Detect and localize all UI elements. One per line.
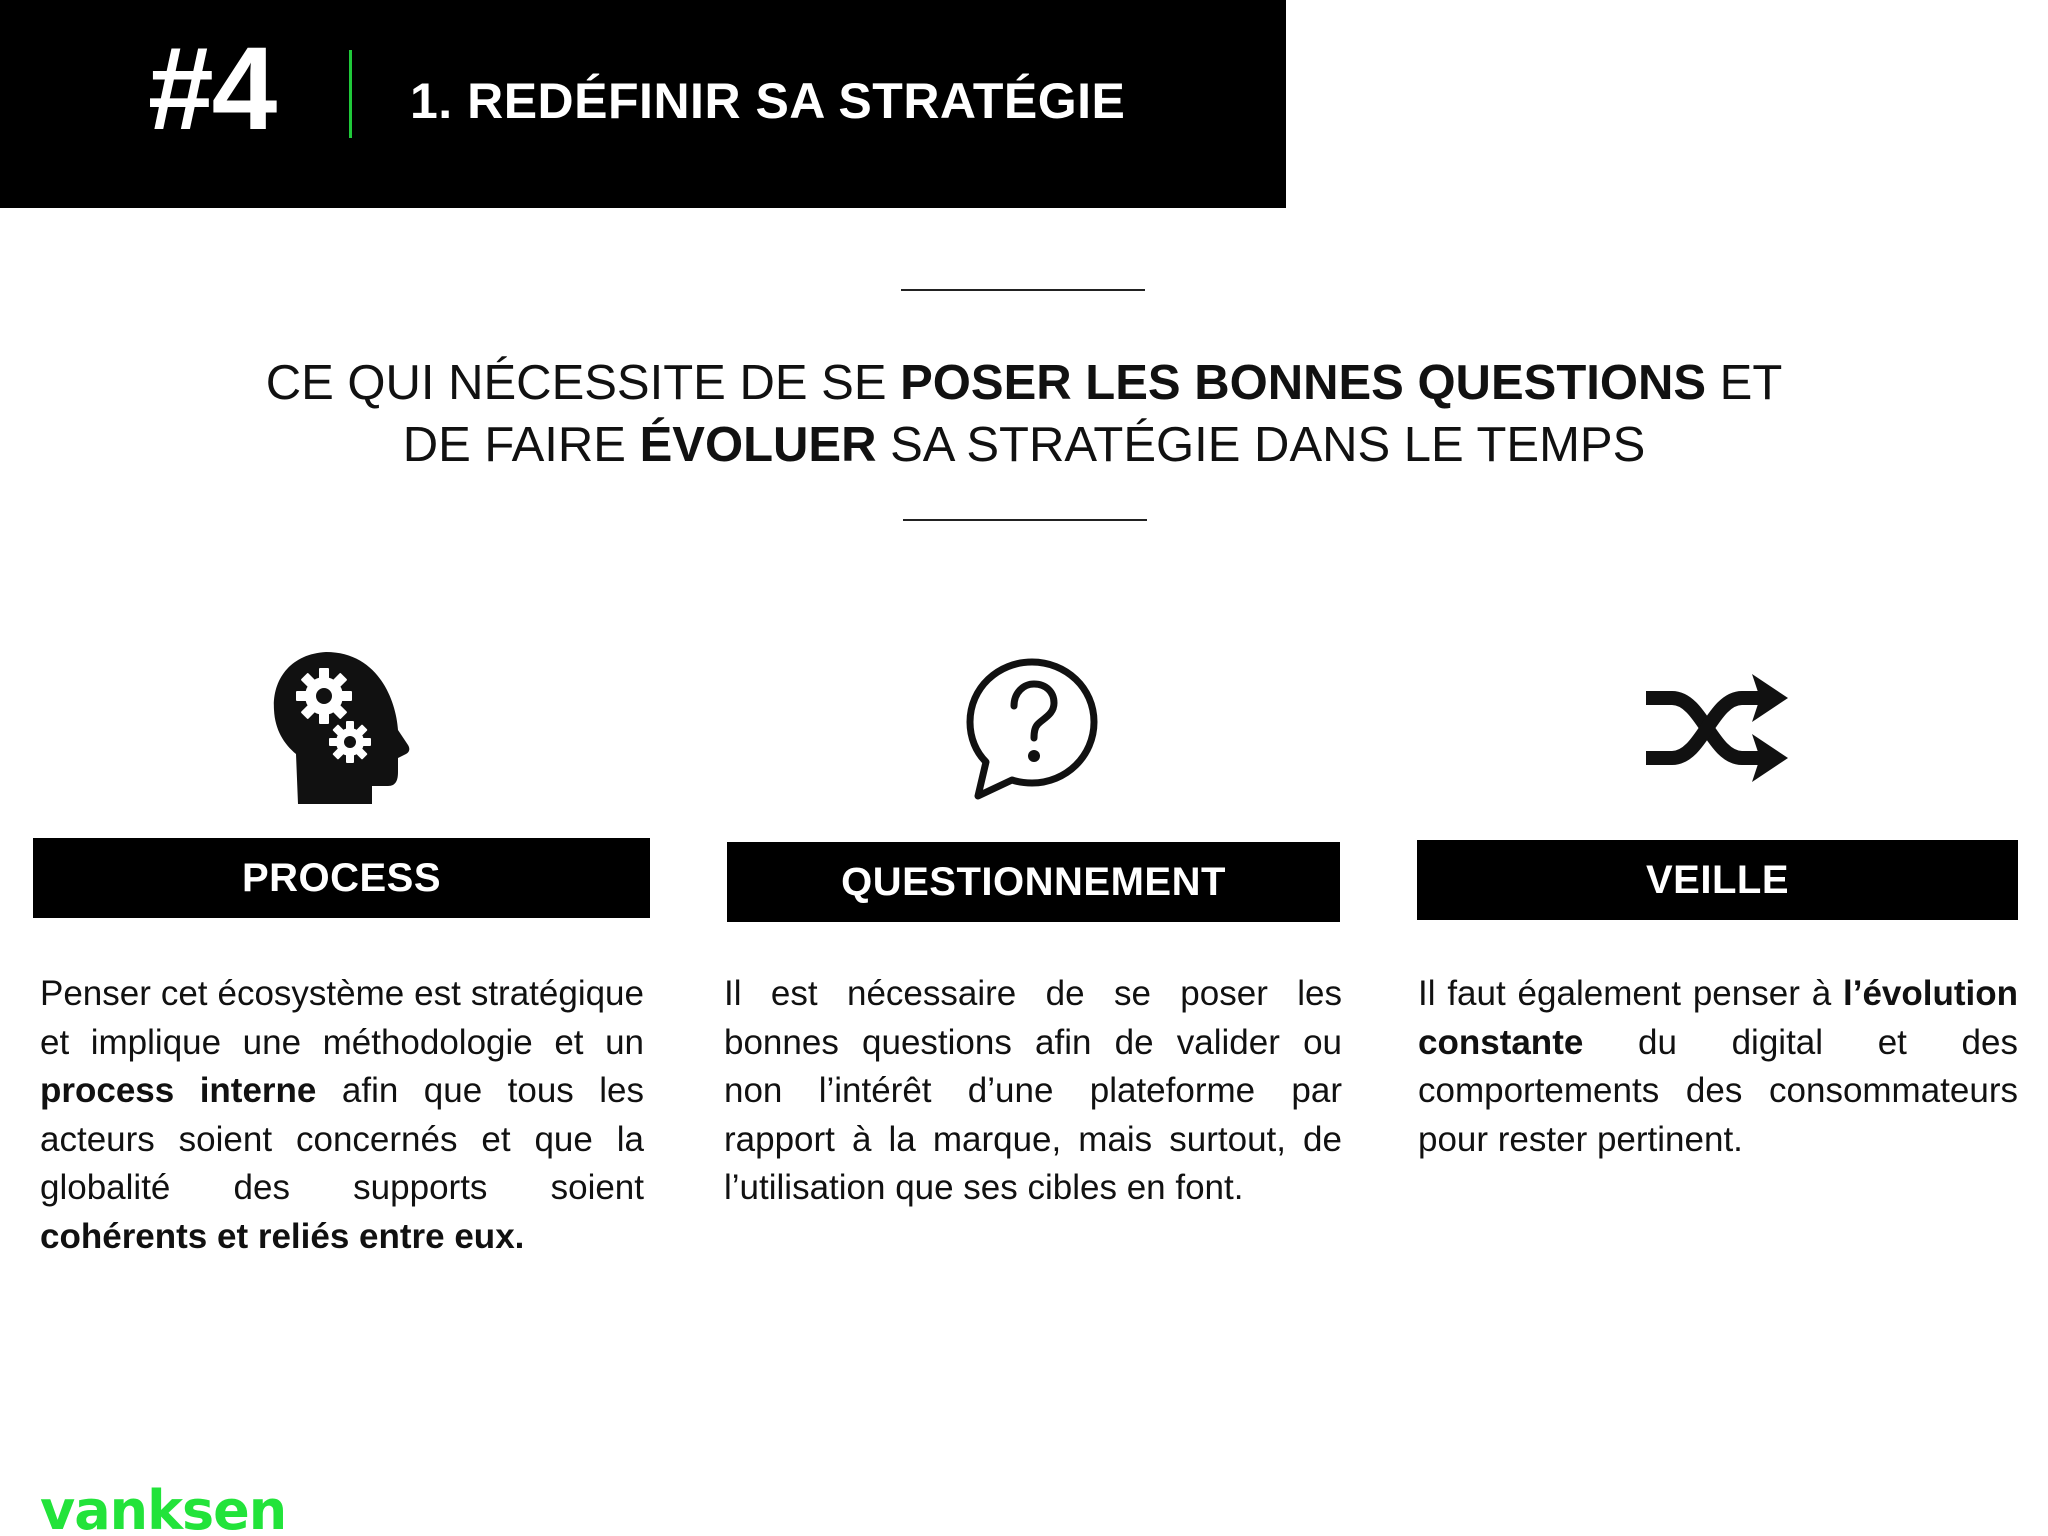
headline-rule-bottom (903, 519, 1147, 521)
text-process-part3: afin que tous les acteurs soient concernés et que la globalité des supports soient (40, 1071, 645, 1207)
text-questionnement (724, 970, 1342, 1213)
text-veille-part3: du digital et des comportements des consommateurs pour rester pertinent. (1418, 1022, 2018, 1159)
text-process (40, 970, 644, 1261)
shuffle-icon (1642, 668, 1790, 793)
headline-line2-emphasis: ÉVOLUER (639, 418, 877, 472)
headline-line1-part3: ET (1706, 356, 1783, 410)
headline-rule-top (901, 289, 1145, 291)
headline-line2-part1: DE FAIRE (402, 418, 640, 472)
label-veille: VEILLE (1417, 840, 2018, 920)
vanksen-logo: vanksen (40, 1479, 287, 1536)
text-process-emphasis1: process interne (40, 1071, 317, 1110)
header-divider (349, 50, 352, 138)
header-title: 1. REDÉFINIR SA STRATÉGIE (410, 73, 1126, 129)
head-gears-icon (268, 646, 416, 811)
label-questionnement: QUESTIONNEMENT (727, 842, 1340, 922)
text-questionnement-body: Il est nécessaire de se poser les bonnes questions afin de valider ou non l’intérêt d’une plateforme par rapport à la marque, mais surtout, de l’utilisation que ses cibles en font. (724, 974, 1342, 1207)
headline-line1-part1: CE QUI NÉCESSITE DE SE (265, 356, 901, 410)
label-process: PROCESS (33, 838, 650, 918)
section-number: #4 (148, 23, 276, 155)
question-bubble-icon (964, 656, 1100, 807)
headline (200, 352, 1848, 476)
text-veille-part1: Il faut également penser à (1418, 974, 1843, 1013)
text-process-part1: Penser cet écosystème est stratégique et implique une méthodologie et un (40, 974, 644, 1062)
headline-line2-part3: SA STRATÉGIE DANS LE TEMPS (876, 418, 1646, 472)
text-process-emphasis2: cohérents et reliés entre eux. (40, 1216, 525, 1256)
text-veille-emphasis: l’évolution constante (1418, 974, 2018, 1062)
headline-line1-emphasis: POSER LES BONNES QUESTIONS (900, 356, 1707, 410)
header-banner (0, 0, 1286, 208)
text-veille (1418, 970, 2018, 1164)
